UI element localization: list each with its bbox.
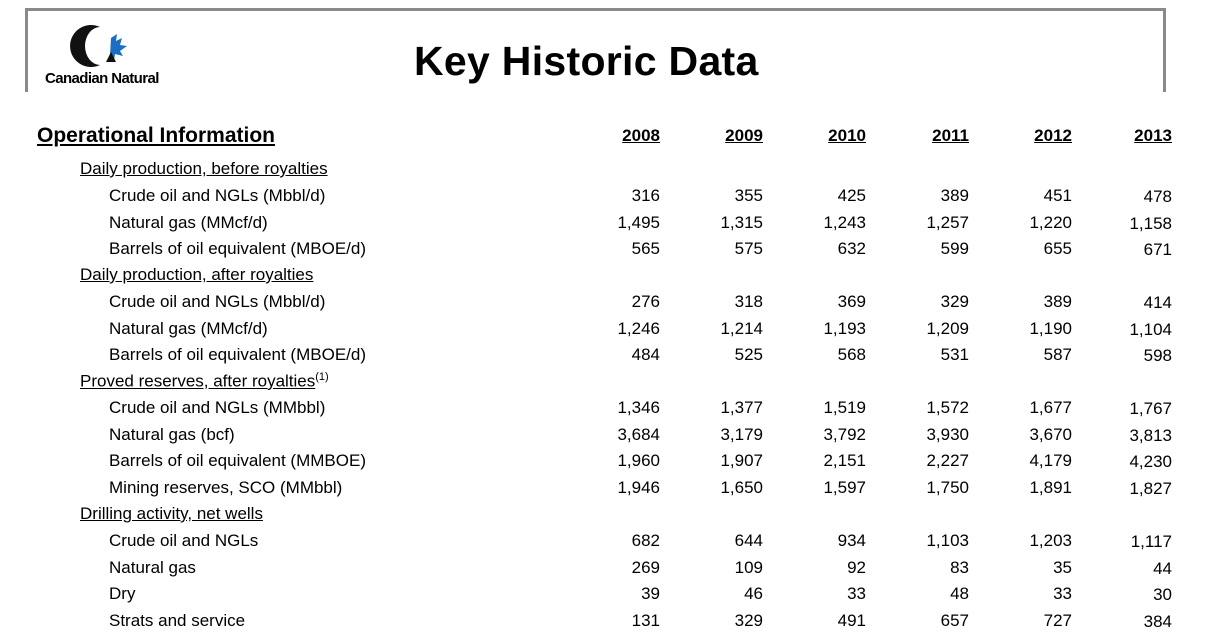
group-label <box>80 159 328 179</box>
row-label: Barrels of oil equivalent (MMBOE) <box>109 451 366 470</box>
table-cell: 478 <box>1143 187 1172 206</box>
logo-mark-icon <box>70 24 132 68</box>
group-label-text: Daily production, after royalties <box>80 265 314 284</box>
table-cell: 2,227 <box>926 451 969 470</box>
table-cell: 671 <box>1143 240 1172 259</box>
company-logo <box>42 24 192 94</box>
group-label-text: Drilling activity, net wells <box>80 504 263 523</box>
table-cell: 33 <box>847 584 866 603</box>
table-cell: 30 <box>1153 585 1172 604</box>
table-cell: 1,677 <box>1029 398 1072 417</box>
table-cell: 1,190 <box>1029 318 1072 338</box>
table-cell: 1,650 <box>720 477 763 497</box>
row-label: Barrels of oil equivalent (MBOE/d) <box>109 239 366 258</box>
table-cell: 1,158 <box>1129 213 1172 233</box>
frame-left-border <box>25 8 28 92</box>
table-cell: 1,246 <box>617 318 660 338</box>
table-cell: 1,203 <box>1029 531 1072 550</box>
table-cell: 109 <box>734 557 763 577</box>
table-cell: 46 <box>744 584 763 603</box>
group-label <box>80 265 313 285</box>
group-label <box>80 371 329 392</box>
table-cell: 92 <box>847 557 866 577</box>
table-cell: 575 <box>734 239 763 258</box>
table-cell: 1,104 <box>1129 319 1172 339</box>
table-cell: 451 <box>1043 186 1072 205</box>
table-cell: 3,930 <box>926 424 969 444</box>
table-cell: 1,117 <box>1130 532 1172 551</box>
table-cell: 1,193 <box>823 318 866 338</box>
table-cell: 329 <box>734 610 763 630</box>
table-cell: 1,519 <box>823 398 866 417</box>
footnote-marker: (1) <box>315 371 329 383</box>
table-cell: 565 <box>631 239 660 258</box>
table-cell: 4,179 <box>1029 451 1072 470</box>
table-cell: 389 <box>1043 292 1072 311</box>
table-cell: 425 <box>837 186 866 205</box>
table-cell: 1,209 <box>926 318 969 338</box>
table-cell: 657 <box>940 610 969 630</box>
table-cell: 682 <box>631 531 660 550</box>
table-cell: 1,346 <box>617 398 660 417</box>
table-cell: 587 <box>1043 345 1072 364</box>
table-cell: 1,220 <box>1029 212 1072 232</box>
table-cell: 3,670 <box>1029 424 1072 444</box>
table-cell: 644 <box>734 531 763 550</box>
table-cell: 2,151 <box>823 451 866 470</box>
table-cell: 1,946 <box>617 477 660 497</box>
table-cell: 83 <box>950 557 969 577</box>
table-cell: 1,827 <box>1129 478 1172 498</box>
table-cell: 1,767 <box>1129 399 1172 418</box>
group-label-text: Proved reserves, after royalties <box>80 371 316 391</box>
table-cell: 316 <box>631 186 660 205</box>
section-title: Operational Information <box>37 124 276 147</box>
table-cell: 1,315 <box>720 212 763 232</box>
table-cell: 598 <box>1143 346 1172 365</box>
table-cell: 3,792 <box>823 424 866 444</box>
table-cell: 599 <box>940 239 969 258</box>
table-cell: 131 <box>631 610 660 630</box>
row-label: Natural gas (MMcf/d) <box>109 318 268 338</box>
table-cell: 632 <box>837 239 866 258</box>
year-header: 2012 <box>1034 126 1072 145</box>
table-cell: 1,572 <box>926 398 969 417</box>
logo-text: Canadian Natural <box>45 70 159 87</box>
table-cell: 3,179 <box>720 424 763 444</box>
table-cell: 1,243 <box>823 212 866 232</box>
table-cell: 1,214 <box>720 318 763 338</box>
year-header: 2010 <box>828 126 866 145</box>
table-cell: 276 <box>631 292 660 311</box>
table-cell: 329 <box>940 292 969 311</box>
table-cell: 531 <box>940 345 969 364</box>
frame-top-border <box>25 8 1166 11</box>
table-cell: 35 <box>1053 557 1072 577</box>
table-cell: 568 <box>837 345 866 364</box>
table-cell: 1,750 <box>926 477 969 497</box>
table-cell: 384 <box>1143 611 1172 631</box>
group-label-text: Daily production, before royalties <box>80 159 328 178</box>
frame-right-border <box>1163 8 1166 92</box>
table-cell: 491 <box>837 610 866 630</box>
table-cell: 525 <box>734 345 763 364</box>
table-cell: 1,257 <box>926 212 969 232</box>
table-cell: 44 <box>1153 558 1172 578</box>
row-label: Dry <box>109 584 136 603</box>
table-cell: 1,597 <box>823 477 866 497</box>
table-cell: 48 <box>950 584 969 603</box>
table-cell: 934 <box>837 531 866 550</box>
row-label: Natural gas (MMcf/d) <box>109 212 268 232</box>
row-label: Crude oil and NGLs (Mbbl/d) <box>109 186 326 205</box>
row-label: Crude oil and NGLs <box>109 531 259 550</box>
table-cell: 414 <box>1143 293 1172 312</box>
table-cell: 3,813 <box>1129 425 1172 445</box>
table-cell: 1,891 <box>1029 477 1072 497</box>
table-cell: 1,907 <box>720 451 763 470</box>
table-cell: 655 <box>1043 239 1072 258</box>
table-cell: 39 <box>641 584 660 603</box>
table-cell: 1,103 <box>926 531 969 550</box>
row-label: Natural gas <box>109 557 196 577</box>
year-header: 2013 <box>1134 126 1172 145</box>
row-label: Crude oil and NGLs (Mbbl/d) <box>109 292 326 311</box>
year-header: 2008 <box>622 126 660 145</box>
table-cell: 389 <box>940 186 969 205</box>
table-cell: 484 <box>631 345 660 364</box>
table-cell: 318 <box>734 292 763 311</box>
row-label: Mining reserves, SCO (MMbbl) <box>109 477 343 497</box>
row-label: Strats and service <box>109 610 246 630</box>
table-cell: 4,230 <box>1129 452 1172 471</box>
table-cell: 33 <box>1053 584 1072 603</box>
row-label: Crude oil and NGLs (MMbbl) <box>109 398 326 417</box>
table-cell: 1,960 <box>617 451 660 470</box>
table-cell: 355 <box>734 186 763 205</box>
table-cell: 269 <box>631 557 660 577</box>
table-cell: 1,495 <box>617 212 660 232</box>
table-cell: 727 <box>1043 610 1072 630</box>
year-header: 2011 <box>932 126 969 145</box>
row-label: Barrels of oil equivalent (MBOE/d) <box>109 345 366 364</box>
table-cell: 369 <box>837 292 866 311</box>
table-cell: 1,377 <box>720 398 763 417</box>
group-label <box>80 504 263 524</box>
table-cell: 3,684 <box>617 424 660 444</box>
page-title: Key Historic Data <box>414 38 759 84</box>
row-label: Natural gas (bcf) <box>109 424 235 444</box>
year-header: 2009 <box>725 126 763 145</box>
